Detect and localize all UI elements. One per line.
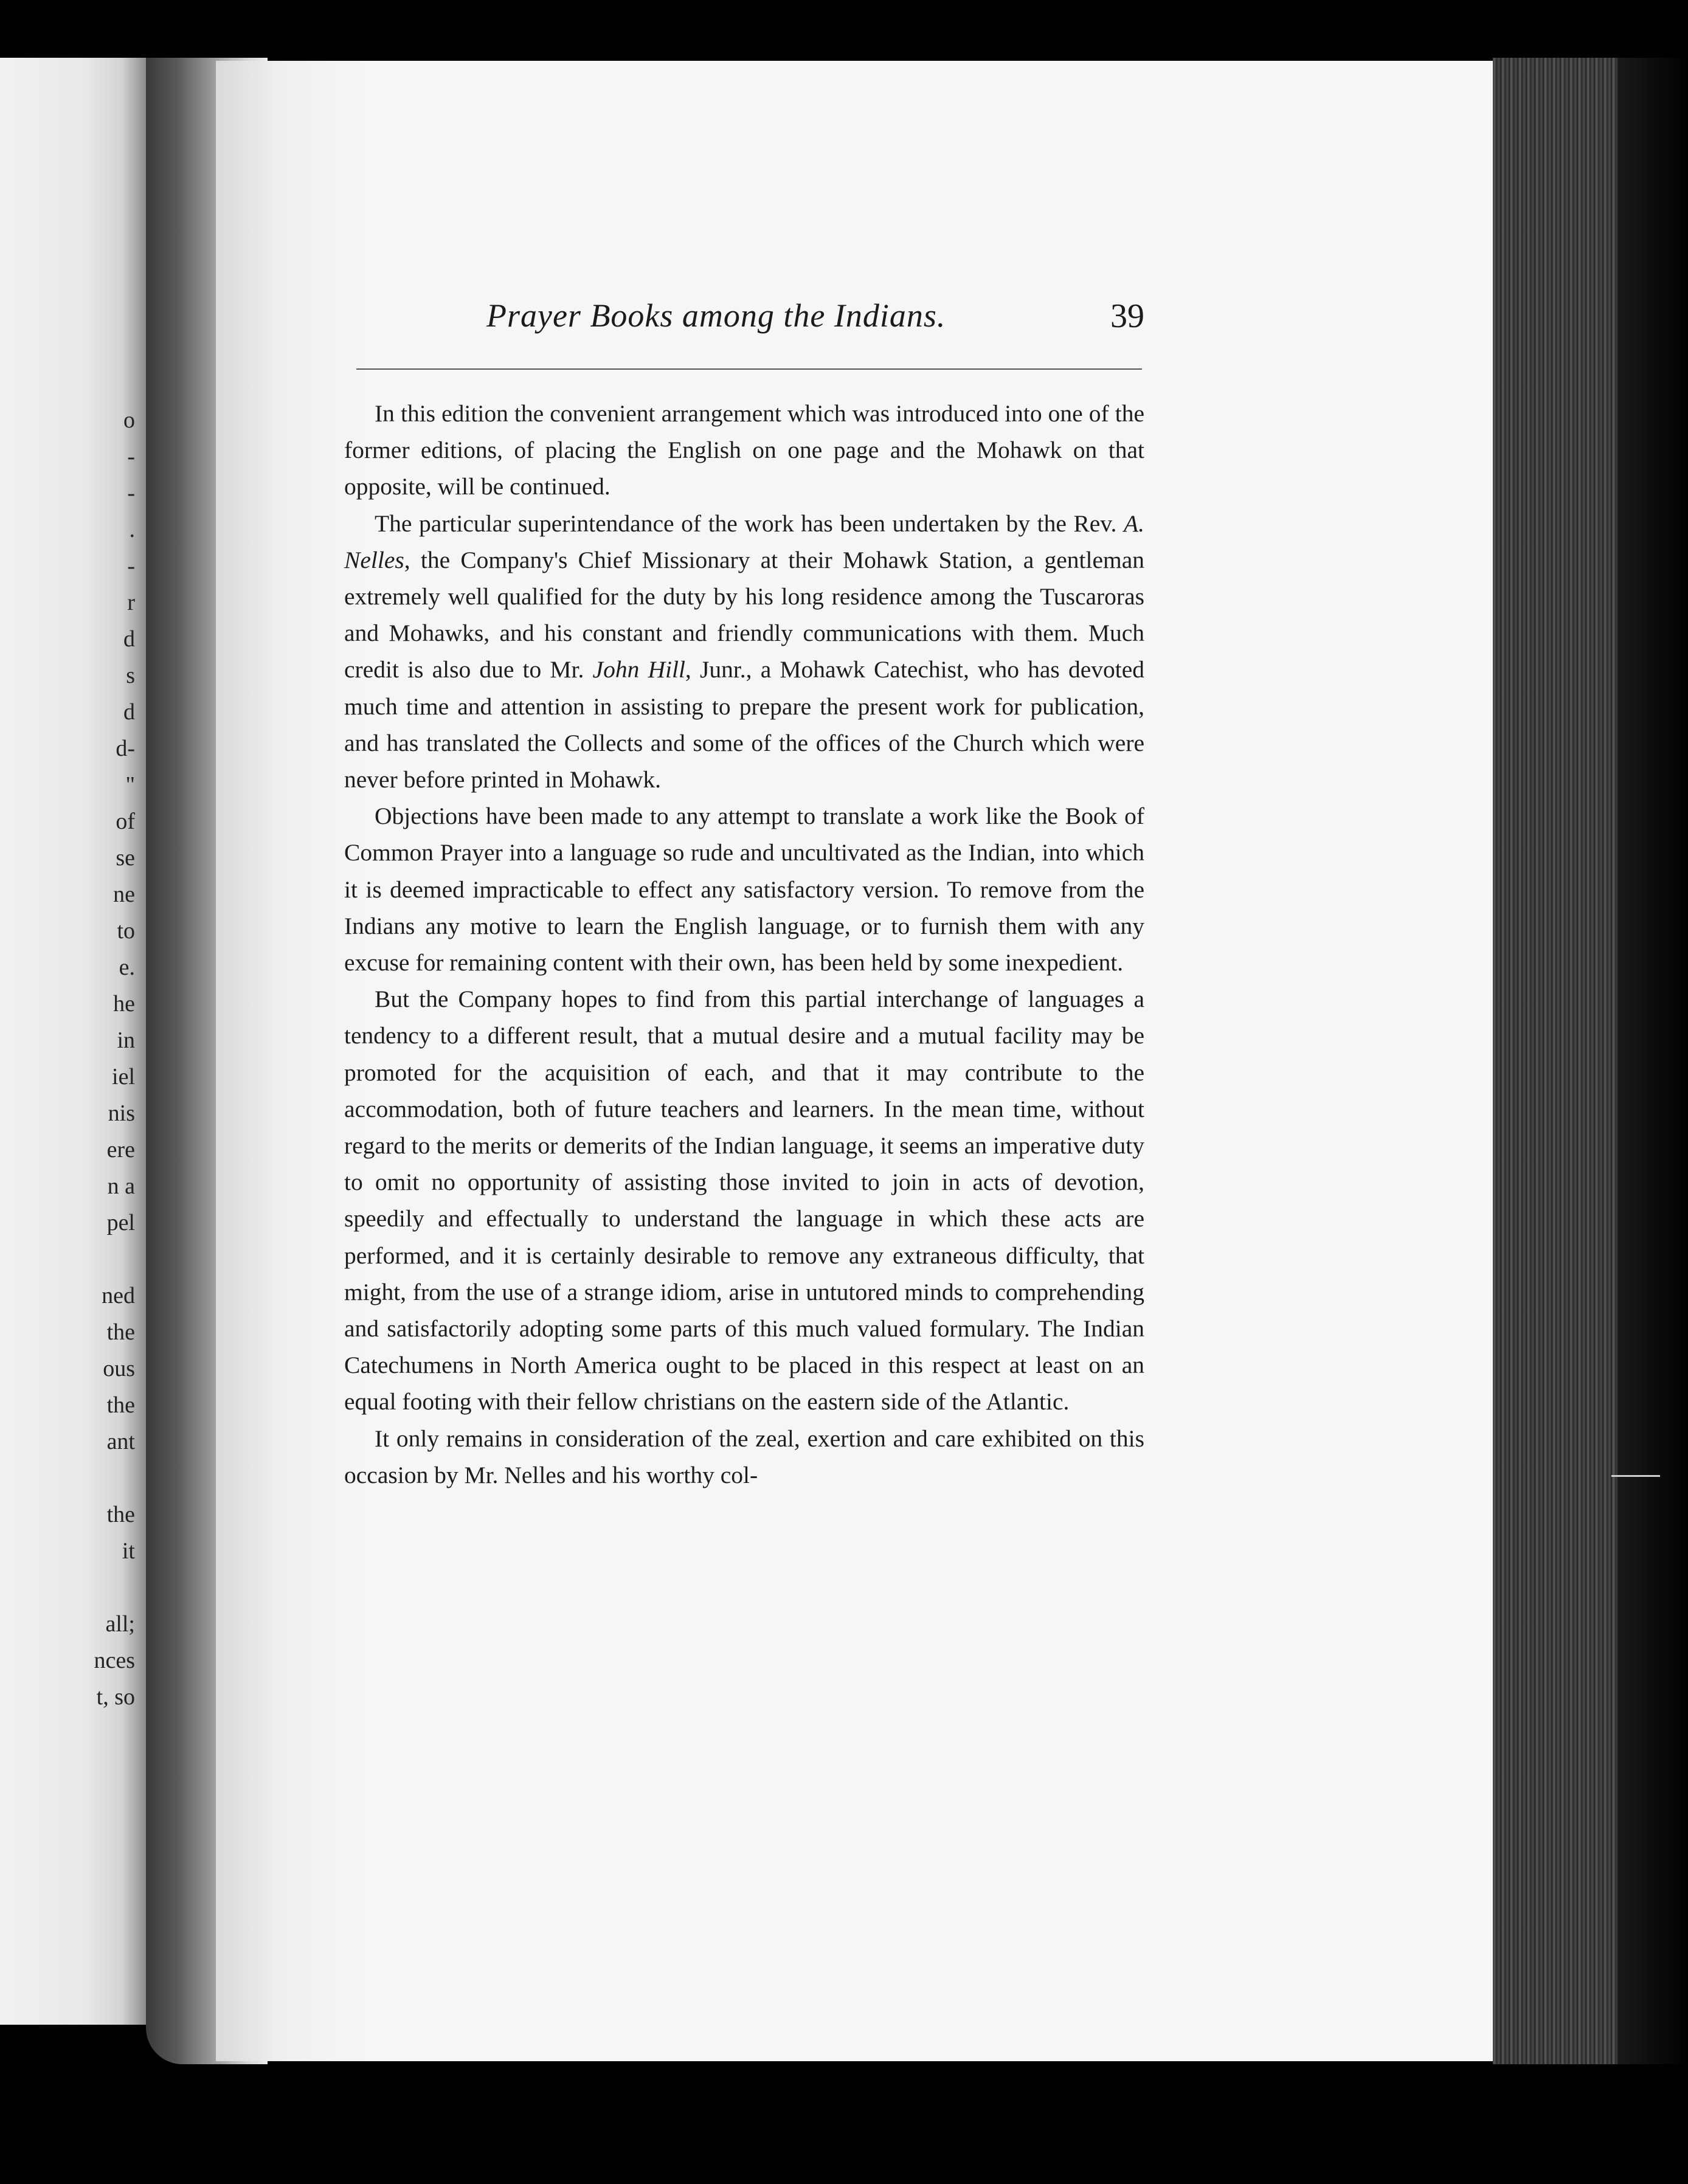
left-page-fragment: it xyxy=(122,1538,135,1564)
left-page-fragment: " xyxy=(125,772,135,798)
left-page-fragment xyxy=(19,1569,135,1606)
left-page-fragment: in xyxy=(117,1028,135,1053)
paragraph-2 xyxy=(344,505,1144,798)
left-page-fragment xyxy=(19,1460,135,1496)
left-page-fragment: ned xyxy=(102,1283,135,1308)
left-page-fragment: ne xyxy=(113,882,135,907)
left-page-fragment: the xyxy=(106,1319,135,1345)
left-page-fragment: r xyxy=(127,590,135,615)
left-page-fragment: - xyxy=(127,480,135,506)
left-page-fragment: of xyxy=(116,809,135,834)
left-page-fragment: t, so xyxy=(96,1684,135,1710)
left-page-fragment: the xyxy=(106,1502,135,1527)
header-rule xyxy=(356,368,1142,370)
edge-shadow xyxy=(1617,58,1688,2064)
left-page-fragment: iel xyxy=(112,1064,135,1090)
left-page-fragment: pel xyxy=(106,1210,135,1235)
paragraph-2-text-c: , Junr., a Mohawk Catechist, who has devoted much time and attention in assisting to prepare the present work for publication, and has translated the Collects and some of the offices of the Church which were never before printed in Mohawk. xyxy=(344,656,1144,793)
left-page-fragment: d- xyxy=(116,736,135,761)
body-text xyxy=(344,395,1144,1493)
left-page-fragment: . xyxy=(129,517,135,542)
paragraph-2-text-b: , the Company's Chief Missionary at their Mohawk Station, a gentleman extremely well qualified for the duty by his long residence among the Tuscaroras and Mohawks, and his constant and friendly communications with them. Much credit is also due to Mr. xyxy=(344,546,1144,683)
left-page-fragment: o xyxy=(123,407,135,433)
name-a-nelles: A. Nelles xyxy=(344,510,1144,573)
left-page-fragment: to xyxy=(117,918,135,944)
left-page-fragment: ous xyxy=(103,1356,135,1381)
left-page-fragment: ant xyxy=(106,1429,135,1454)
left-page-fragment: the xyxy=(106,1392,135,1418)
paragraph-2-text-a: The particular superintendance of the work has been undertaken by the Rev. xyxy=(375,510,1124,537)
left-page-fragment: d xyxy=(123,626,135,652)
left-page-text-fragments xyxy=(19,402,135,1715)
left-page-fragment xyxy=(19,1241,135,1277)
left-page-fragment: n a xyxy=(107,1173,135,1199)
left-page-fragment: he xyxy=(113,991,135,1017)
running-header: Prayer Books among the Indians. xyxy=(486,297,946,334)
left-page-fragment: all; xyxy=(105,1611,135,1637)
left-page-fragment: nces xyxy=(94,1648,135,1673)
name-john-hill: John Hill xyxy=(592,656,685,683)
page-number: 39 xyxy=(1110,297,1144,335)
left-page-fragment: - xyxy=(127,553,135,579)
left-page-fragment: ere xyxy=(106,1137,135,1163)
paragraph-1: In this edition the convenient arrangement which was introduced into one of the former editions, of placing the English on one page and the Mohawk on that opposite, will be continued. xyxy=(344,400,1144,500)
edge-marker xyxy=(1611,1475,1660,1477)
left-page-fragment: nis xyxy=(108,1101,135,1126)
left-page-fragment: e. xyxy=(119,955,135,980)
paragraph-5: It only remains in consideration of the zeal, exertion and care exhibited on this occasion by Mr. Nelles and his worthy col- xyxy=(344,1425,1144,1488)
paragraph-3: Objections have been made to any attempt to translate a work like the Book of Common Prayer into a language so rude and uncultivated as the Indian, into which it is deemed impracticable to effect any satisfactory version. To remove from the Indians any motive to learn the English language, or to furnish them with any excuse for remaining content with their own, has been held by some inexpedient. xyxy=(344,803,1144,976)
paragraph-4: But the Company hopes to find from this partial interchange of languages a tendency to a different result, that a mutual desire and a mutual facility may be promoted for the acquisition of each, and that it may contribute to the accommodation, both of future teachers and learners. In the mean time, without regard to the merits or demerits of the Indian language, it seems an imperative duty to omit no opportunity of assisting those invited to join in acts of devotion, speedily and effectually to understand the language in which these acts are performed, and it is certainly desirable to remove any extraneous difficulty, that might, from the use of a strange idiom, arise in untutored minds to comprehending and satisfactorily adopting some parts of this much valued formulary. The Indian Catechumens in North America ought to be placed in this respect at least on an equal footing with their fellow christians on the eastern side of the Atlantic. xyxy=(344,986,1144,1415)
left-page-fragment: d xyxy=(123,699,135,725)
left-page-fragment: s xyxy=(126,663,135,688)
left-facing-page xyxy=(0,58,152,2025)
left-page-fragment: se xyxy=(116,845,135,871)
left-page-fragment: - xyxy=(127,444,135,469)
